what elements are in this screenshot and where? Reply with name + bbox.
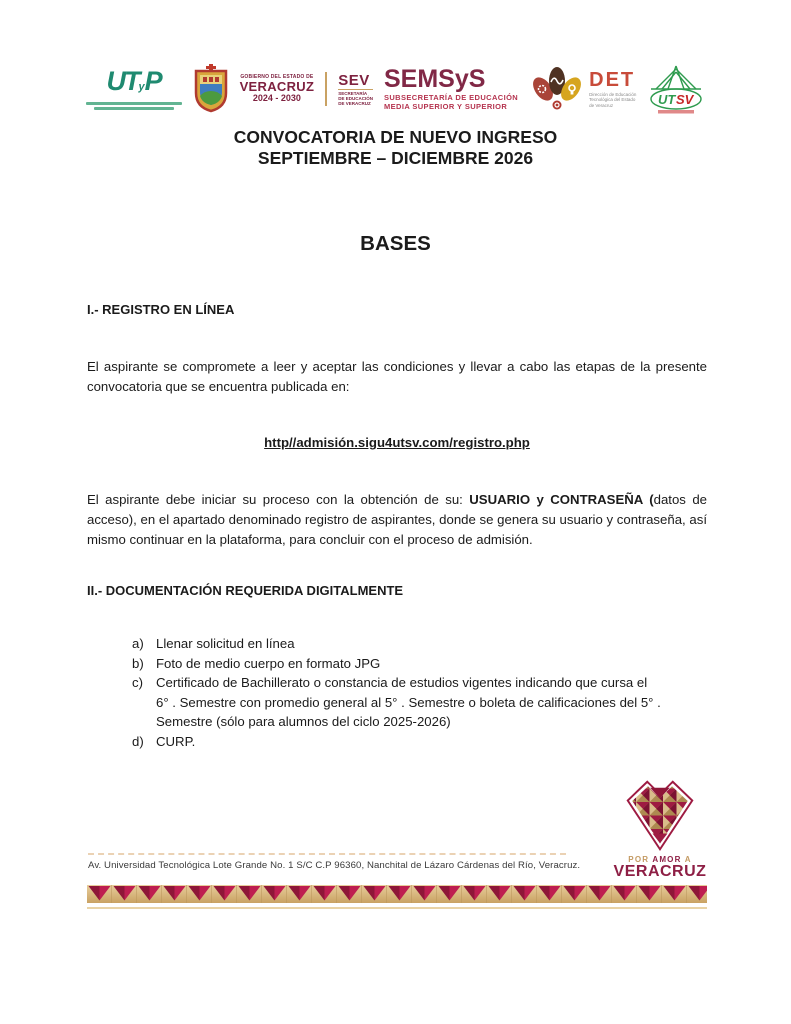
footer-thin-line <box>87 906 707 909</box>
svg-text:SV: SV <box>676 92 694 107</box>
gobierno-veracruz-wordmark: GOBIERNO DEL ESTADO DE VERACRUZ 2024 - 2030 <box>239 73 315 103</box>
list-item: b) Foto de medio cuerpo en formato JPG <box>132 655 381 671</box>
por-amor-a-text: POR AMOR A <box>628 855 692 864</box>
document-title <box>0 127 791 169</box>
title-line-1: CONVOCATORIA DE NUEVO INGRESO <box>233 127 558 147</box>
utsv-logo <box>647 63 705 115</box>
logo-divider <box>325 72 327 106</box>
veracruz-coat-of-arms-icon <box>193 64 229 114</box>
requirements-list <box>87 634 707 751</box>
svg-text:UT: UT <box>658 92 676 107</box>
det-logo: DET Dirección de Educación Tecnológica del Estado de Veracruz <box>529 64 636 114</box>
utp-logo <box>86 68 182 110</box>
utp-wordmark: UTyP <box>106 66 161 96</box>
section1-paragraph1: El aspirante se compromete a leer y aceptar las condiciones y llevar a cabo las etapas de la presente convocatoria que se encuentra publicada en: <box>87 359 707 394</box>
det-subtext: Dirección de Educación Tecnológica del Estado de Veracruz <box>589 91 637 108</box>
utp-subtext-line <box>94 107 174 110</box>
header-logo-bar <box>0 58 791 120</box>
section1-paragraph2 <box>87 490 707 550</box>
triangle-border-band <box>87 885 707 903</box>
para2-pre: El aspirante debe iniciar su proceso con la obtención de su: <box>87 492 470 507</box>
veracruz-wordmark: VERACRUZ <box>613 863 707 880</box>
list-item: d) CURP. <box>132 733 196 749</box>
list-item: a) Llenar solicitud en línea <box>132 636 295 651</box>
list-item: c) Certificado de Bachillerato o constancia de estudios vigentes indicando que cursa el 6° . Semestre con promedio general al 5° . Semestre o boleta de calificaciones del 5° . Semestre (sólo para alumnos del ciclo 2025-2026) <box>132 675 661 729</box>
semsys-logo: SEMSyS SUBSECRETARÍA DE EDUCACIÓN MEDIA SUPERIOR Y SUPERIOR <box>383 65 519 111</box>
por-amor-a-veracruz-logo <box>604 775 716 879</box>
sev-logo: SEV SECRETARÍA DE EDUCACIÓN DE VERACRUZ <box>338 71 373 106</box>
det-petals-icon <box>529 64 585 114</box>
registration-link[interactable]: http//admisión.sigu4utsv.com/registro.php <box>264 435 530 450</box>
sev-subtext: SECRETARÍA DE EDUCACIÓN DE VERACRUZ <box>338 90 373 106</box>
para2-post: datos de acceso), en el apartado denominado registro de aspirantes, donde se genera su usuario y contraseña, así mismo continuar en la plataforma, para concluir con el proceso de admisión. <box>87 492 707 547</box>
bases-heading: BASES <box>360 232 431 255</box>
title-line-2: SEPTIEMBRE – DICIEMBRE 2026 <box>257 148 534 168</box>
section1-heading: I.- REGISTRO EN LÍNEA <box>87 302 235 317</box>
footer-address: Av. Universidad Tecnológica Lote Grande No. 1 S/C C.P 96360, Nanchital de Lázaro Cárdenas del Río, Veracruz. <box>88 860 581 871</box>
registration-link-line <box>87 434 707 452</box>
section2-heading: II.- DOCUMENTACIÓN REQUERIDA DIGITALMENTE <box>87 583 404 598</box>
para2-bold: USUARIO y CONTRASEÑA ( <box>469 492 654 507</box>
utp-subtext-line <box>86 102 182 105</box>
footer-dashed-line <box>88 853 566 855</box>
mosaic-heart-icon <box>616 775 704 853</box>
